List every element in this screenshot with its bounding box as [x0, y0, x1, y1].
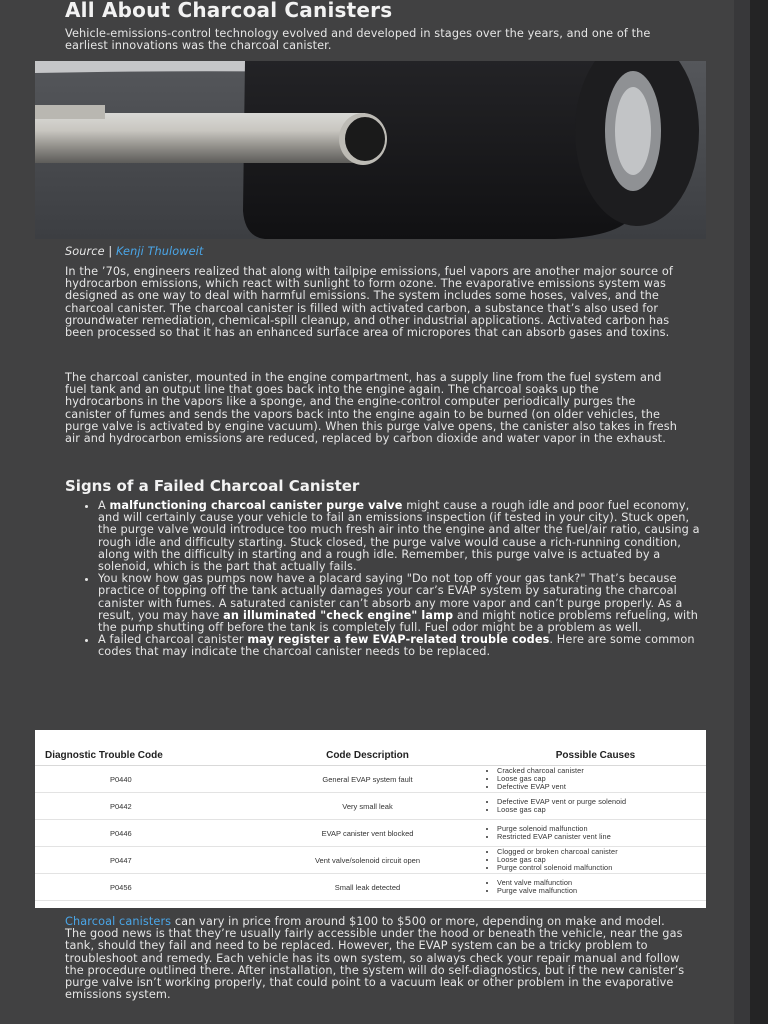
cause-item: • Vent valve malfunction [497, 879, 705, 887]
bold-phrase: malfunctioning charcoal canister purge valve [109, 499, 403, 512]
causes-cell [485, 793, 706, 820]
table-row [35, 874, 706, 901]
causes-cell [485, 874, 706, 901]
intro-paragraph: Vehicle-emissions-control technology evolved and developed in stages over the years, and one of the earliest innovations was the charcoal canister. [65, 27, 651, 53]
description-cell: Vent valve/solenoid circuit open [250, 847, 485, 874]
table-header-row [35, 730, 706, 766]
description-cell: General EVAP system fault [250, 766, 485, 793]
column-header: Diagnostic Trouble Code [35, 730, 250, 766]
cause-item: • Purge valve malfunction [497, 887, 705, 895]
source-label: Source | [65, 245, 116, 258]
exhaust-pipe-illustration [35, 61, 706, 239]
article-title: All About Charcoal Canisters [65, 0, 393, 22]
closing-paragraph [65, 916, 685, 1001]
description-cell: Small leak detected [250, 874, 485, 901]
list-item: • You know how gas pumps now have a placard saying "Do not top off your gas tank?" That’s because practice of topping off the tank actually damages your car’s EVAP system by saturating the charcoal canister with fumes. A saturated canister can’t absorb any more vapor and can’t purge properly. As a result, you may have an illuminated "check engine" lamp and might notice problems refueling, with the pump shutting off before the tank is completely full. Fuel odor might be a problem as well. [98, 573, 703, 634]
column-header: Code Description [250, 730, 485, 766]
list-item: • A failed charcoal canister may register a few EVAP-related trouble codes. Here are some common codes that may indicate the charcoal canister needs to be replaced. [98, 634, 703, 658]
cause-item: • Restricted EVAP canister vent line [497, 833, 705, 841]
cause-item: • Defective EVAP vent [497, 783, 705, 791]
scrollbar-track[interactable] [750, 0, 768, 1024]
table-row [35, 820, 706, 847]
table-row [35, 847, 706, 874]
table-row [35, 793, 706, 820]
description-cell: Very small leak [250, 793, 485, 820]
code-cell: P0456 [35, 874, 250, 901]
bold-phrase: may register a few EVAP-related trouble codes [247, 633, 550, 647]
trouble-code-table [35, 730, 706, 908]
code-cell: P0447 [35, 847, 250, 874]
cause-item: • Loose gas cap [497, 856, 705, 864]
cause-item: • Purge solenoid malfunction [497, 825, 705, 833]
body-paragraph-1: In the ’70s, engineers realized that along with tailpipe emissions, fuel vapors are another major source of hydrocarbon emissions, which react with sunlight to form ozone. The evaporative emissions system was designed as one way to deal with harmful emissions. The system includes some hoses, valves, and the charcoal canister. The charcoal canister is filled with activated carbon, a substance that’s also used for groundwater remediation, chemical-spill cleanup, and other industrial applications. Activated carbon has been processed so that it has an enhanced surface area of micropores that can absorb gases and toxins. [65, 265, 673, 340]
code-cell: P0446 [35, 820, 250, 847]
table-row [35, 766, 706, 793]
cause-item: • Cracked charcoal canister [497, 767, 705, 775]
cause-item: • Loose gas cap [497, 775, 705, 783]
cause-item: • Purge control solenoid malfunction [497, 864, 705, 872]
body-paragraph-2: The charcoal canister, mounted in the engine compartment, has a supply line from the fuel system and fuel tank and an output line that goes back into the engine again. The charcoal soaks up the hydrocarbons in the vapors like a sponge, and the engine-control computer periodically purges the canister of fumes and sends the vapors back into the engine again to be burned (on older vehicles, the purge valve is activated by engine vacuum). When this purge valve opens, the canister also takes in fresh air and hydrocarbon emissions are reduced, replaced by carbon dioxide and water vapor in the exhaust. [65, 371, 677, 446]
causes-cell [485, 766, 706, 793]
closing-text: can vary in price from around $100 to $500 or more, depending on make and model. The good news is that they’re usually fairly accessible under the hood or beneath the vehicle, near the gas tank, should they fail and need to be replaced. However, the EVAP system can be a tricky problem to troubleshoot and remedy. Each vehicle has its own system, so always check your repair manual and follow the procedure outlined there. After installation, the system will do self-diagnostics, but if the new canister’s purge valve isn’t working properly, that could point to a vacuum leak or other problem in the evaporative emissions system. [65, 915, 685, 1002]
code-cell: P0440 [35, 766, 250, 793]
cause-item: • Defective EVAP vent or purge solenoid [497, 798, 705, 806]
cause-item: • Loose gas cap [497, 806, 705, 814]
hero-image-exhaust-pipe [35, 61, 706, 239]
causes-cell [485, 820, 706, 847]
causes-cell [485, 847, 706, 874]
code-cell: P0442 [35, 793, 250, 820]
image-source-credit [65, 246, 203, 258]
column-header: Possible Causes [485, 730, 706, 766]
description-cell: EVAP canister vent blocked [250, 820, 485, 847]
list-item: • A malfunctioning charcoal canister purge valve might cause a rough idle and poor fuel economy, and will certainly cause your vehicle to fail an emissions inspection (if tested in your city). Stuck open, the purge valve would introduce too much fresh air into the engine and alter the fuel/air ratio, causing a rough idle and difficulty starting. Stuck closed, the purge valve would cause a rich-running condition, along with the difficulty in starting and a rough idle. Remember, this purge valve is actuated by a solenoid, which is the part that actually fails. [98, 500, 703, 573]
cause-item: • Clogged or broken charcoal canister [497, 848, 705, 856]
page-side-margin [734, 0, 750, 1024]
bold-phrase: an illuminated "check engine" lamp [223, 608, 454, 622]
charcoal-canisters-link[interactable]: Charcoal canisters [65, 915, 172, 928]
signs-list [80, 500, 703, 659]
source-author-link[interactable]: Kenji Thuloweit [115, 245, 204, 258]
signs-heading: Signs of a Failed Charcoal Canister [65, 477, 360, 495]
